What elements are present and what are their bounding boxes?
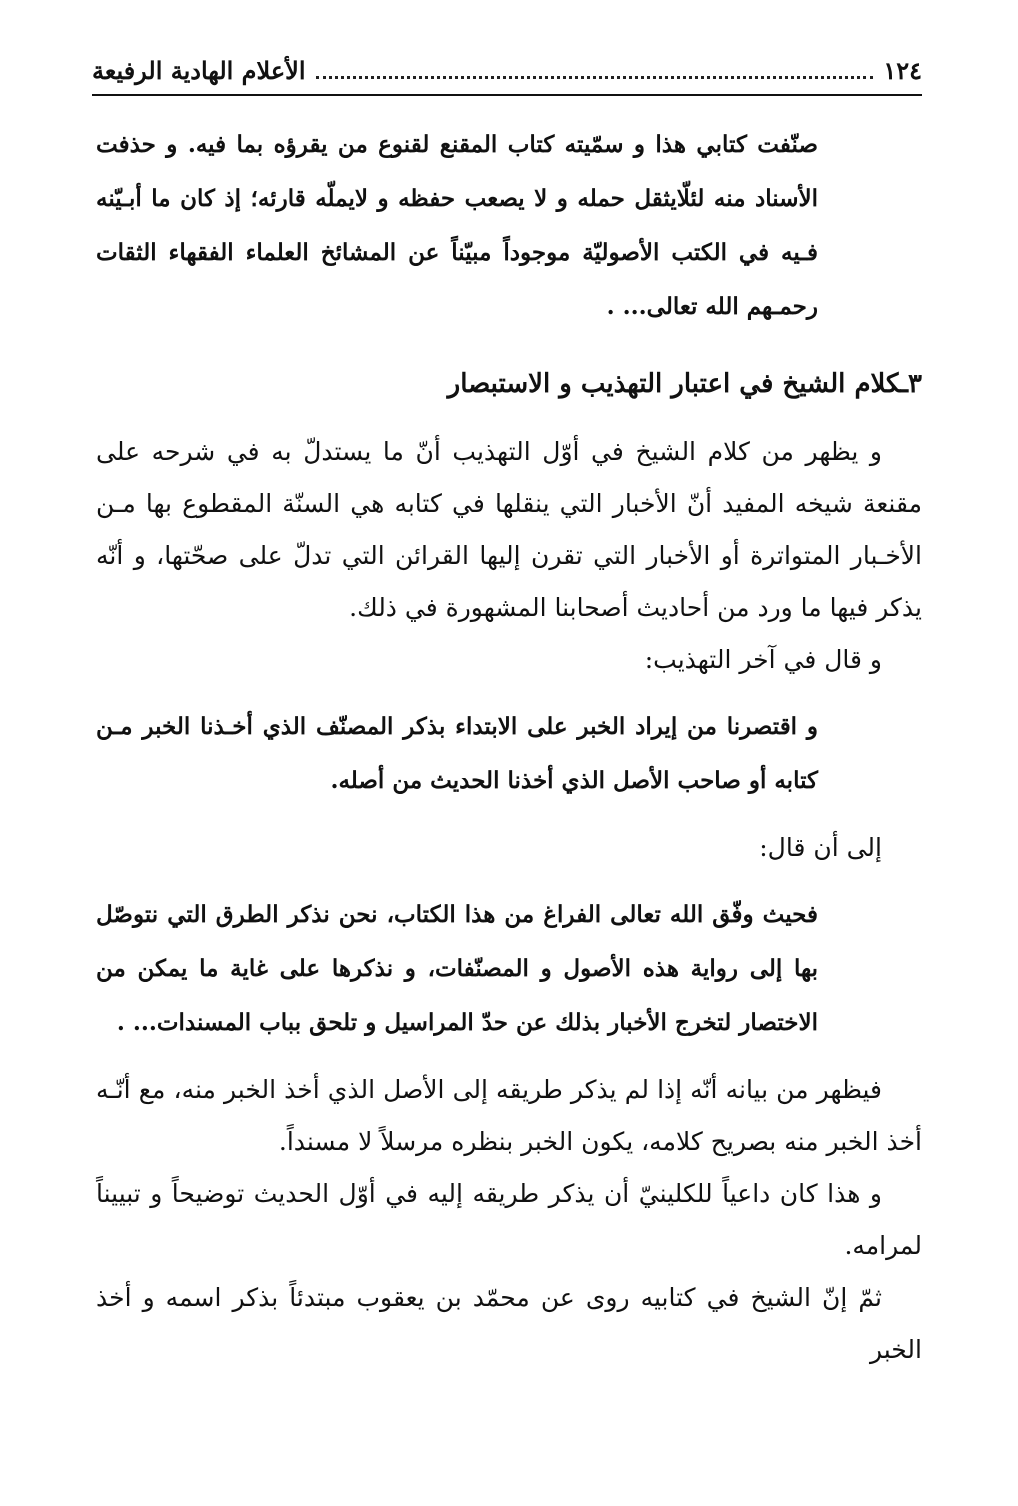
page-body [96, 118, 922, 1376]
running-title: الأعلام الهادية الرفيعة [92, 55, 306, 85]
quote-block-iqtisar: و اقتصرنا من إيراد الخبر على الابتداء بذكر المصنّف الذي أخـذنا الخبر مـن كتابه أو صاحب الأصل الذي أخذنا الحديث من أصله. [96, 713, 818, 794]
paragraph-tahdhib-intro: و يظهر من كلام الشيخ في أوّل التهذيب أنّ ما يستدلّ به في شرحه على مقنعة شيخه المفيد أنّ الأخبار التي ينقلها في كتابه هي السنّة المقطوع بها مـن الأخـبار المتواترة أو الأخبار التي تقرن إليها القرائن التي تدلّ على صحّتها، و أنّه يذكر فيها ما ورد من أحاديث أصحابنا المشهورة في ذلك. [96, 437, 922, 622]
paragraph-until-he-said: إلى أن قال: [759, 833, 882, 862]
section-heading: ٣ـكلام الشيخ في اعتبار التهذيب و الاستبصار [447, 369, 922, 399]
paragraph-final: ثمّ إنّ الشيخ في كتابيه روى عن محمّد بن يعقوب مبتدئاً بذكر اسمه و أخذ الخبر [96, 1283, 922, 1364]
header-dotted-leader [316, 62, 874, 79]
page-number: ١٢٤ [883, 55, 922, 85]
page-header [92, 46, 922, 96]
paragraph-kulayni: و هذا كان داعياً للكلينيّ أن يذكر طريقه إليه في أوّل الحديث توضيحاً و تبييناً لمرامه. [96, 1179, 922, 1260]
paragraph-end-of-tahdhib: و قال في آخر التهذيب: [644, 645, 882, 674]
quote-block-turuq: فحيث وفّق الله تعالى الفراغ من هذا الكتاب، نحن نذكر الطرق التي نتوصّل بها إلى رواية هذه الأصول و المصنّفات، و نذكرها على غاية ما يمكن من الاختصار لتخرج الأخبار بذلك عن حدّ المراسيل و تلحق بباب المسندات... . [96, 901, 818, 1036]
paragraph-mursal: فيظهر من بيانه أنّه إذا لم يذكر طريقه إلى الأصل الذي أخذ الخبر منه، مع أنّـه أخذ الخبر منه بصريح كلامه، يكون الخبر بنظره مرسلاً لا مسنداً. [96, 1075, 922, 1156]
quote-block-muqni: صنّفت كتابي هذا و سمّيته كتاب المقنع لقنوع من يقرؤه بما فيه. و حذفت الأسناد منه لئلّايثقل حمله و لا يصعب حفظه و لايملّه قارئه؛ إذ كان ما أبـيّنه فـيه في الكتب الأصوليّة موجوداً مبيّناً عن المشائخ العلماء الفقهاء الثقات رحمـهم الله تعالى... . [96, 131, 818, 320]
